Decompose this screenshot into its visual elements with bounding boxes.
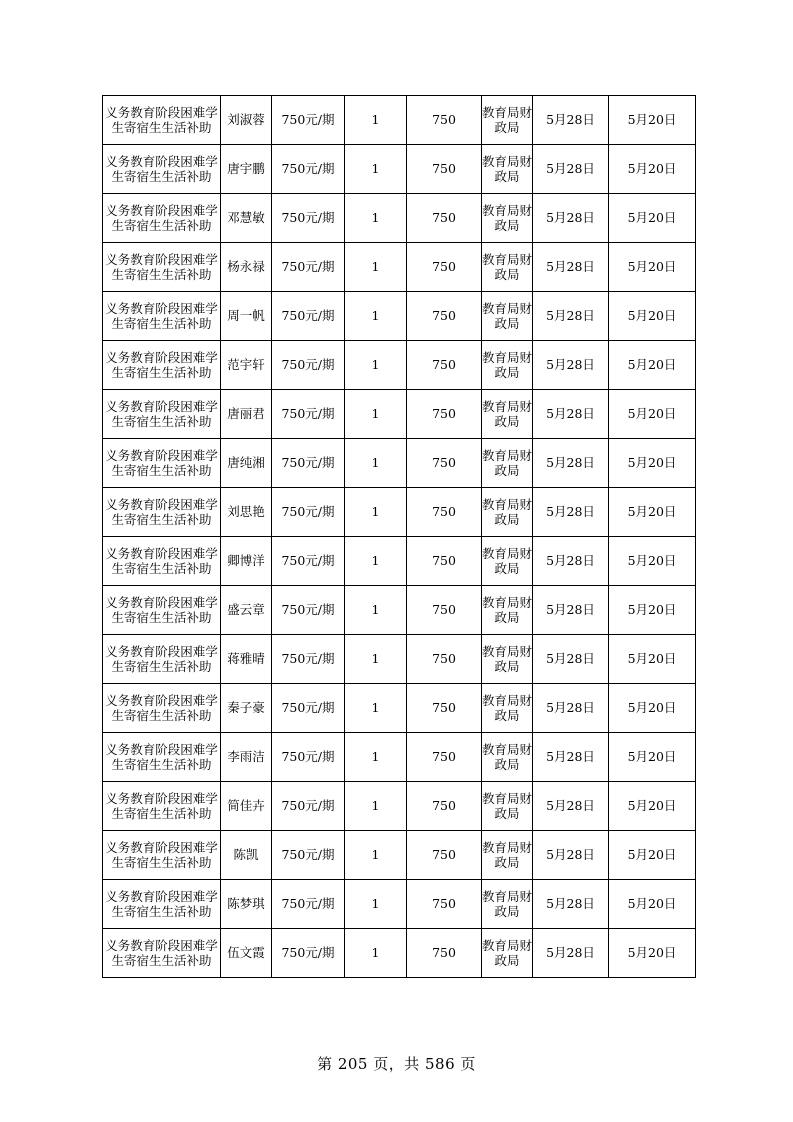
subsidy-item-cell: 义务教育阶段困难学生寄宿生生活补助 xyxy=(103,782,221,831)
subsidy-item-cell: 义务教育阶段困难学生寄宿生生活补助 xyxy=(103,684,221,733)
date-cell-2: 5月20日 xyxy=(609,243,696,292)
date-cell-1: 5月28日 xyxy=(533,733,609,782)
date-cell-1: 5月28日 xyxy=(533,929,609,978)
standard-cell: 750元/期 xyxy=(272,488,345,537)
table-row xyxy=(103,145,696,194)
count-cell: 1 xyxy=(345,880,407,929)
recipient-name-cell: 陈凯 xyxy=(221,831,272,880)
date-cell-1: 5月28日 xyxy=(533,292,609,341)
department-cell: 教育局财政局 xyxy=(482,537,533,586)
amount-cell: 750 xyxy=(407,145,482,194)
date-cell-1: 5月28日 xyxy=(533,537,609,586)
table-row xyxy=(103,243,696,292)
recipient-name-cell: 盛云章 xyxy=(221,586,272,635)
amount-cell: 750 xyxy=(407,586,482,635)
date-cell-2: 5月20日 xyxy=(609,341,696,390)
date-cell-1: 5月28日 xyxy=(533,194,609,243)
recipient-name-cell: 唐纯湘 xyxy=(221,439,272,488)
count-cell: 1 xyxy=(345,145,407,194)
recipient-name-cell: 周一帆 xyxy=(221,292,272,341)
standard-cell: 750元/期 xyxy=(272,831,345,880)
date-cell-1: 5月28日 xyxy=(533,880,609,929)
subsidy-item-cell: 义务教育阶段困难学生寄宿生生活补助 xyxy=(103,439,221,488)
standard-cell: 750元/期 xyxy=(272,243,345,292)
subsidy-item-cell: 义务教育阶段困难学生寄宿生生活补助 xyxy=(103,635,221,684)
date-cell-1: 5月28日 xyxy=(533,488,609,537)
department-cell: 教育局财政局 xyxy=(482,194,533,243)
date-cell-1: 5月28日 xyxy=(533,684,609,733)
date-cell-1: 5月28日 xyxy=(533,390,609,439)
department-cell: 教育局财政局 xyxy=(482,96,533,145)
standard-cell: 750元/期 xyxy=(272,439,345,488)
subsidy-item-cell: 义务教育阶段困难学生寄宿生生活补助 xyxy=(103,341,221,390)
department-cell: 教育局财政局 xyxy=(482,243,533,292)
count-cell: 1 xyxy=(345,537,407,586)
standard-cell: 750元/期 xyxy=(272,537,345,586)
amount-cell: 750 xyxy=(407,243,482,292)
date-cell-2: 5月20日 xyxy=(609,733,696,782)
table-row xyxy=(103,194,696,243)
recipient-name-cell: 卿博洋 xyxy=(221,537,272,586)
amount-cell: 750 xyxy=(407,194,482,243)
date-cell-1: 5月28日 xyxy=(533,145,609,194)
standard-cell: 750元/期 xyxy=(272,684,345,733)
date-cell-2: 5月20日 xyxy=(609,831,696,880)
recipient-name-cell: 范宇轩 xyxy=(221,341,272,390)
subsidy-item-cell: 义务教育阶段困难学生寄宿生生活补助 xyxy=(103,880,221,929)
table-row xyxy=(103,292,696,341)
subsidy-item-cell: 义务教育阶段困难学生寄宿生生活补助 xyxy=(103,145,221,194)
amount-cell: 750 xyxy=(407,341,482,390)
date-cell-2: 5月20日 xyxy=(609,537,696,586)
table-row xyxy=(103,782,696,831)
department-cell: 教育局财政局 xyxy=(482,145,533,194)
table-body xyxy=(103,96,696,978)
count-cell: 1 xyxy=(345,292,407,341)
department-cell: 教育局财政局 xyxy=(482,635,533,684)
standard-cell: 750元/期 xyxy=(272,635,345,684)
table-row xyxy=(103,537,696,586)
date-cell-2: 5月20日 xyxy=(609,96,696,145)
recipient-name-cell: 刘淑蓉 xyxy=(221,96,272,145)
amount-cell: 750 xyxy=(407,929,482,978)
recipient-name-cell: 刘思艳 xyxy=(221,488,272,537)
recipient-name-cell: 唐丽君 xyxy=(221,390,272,439)
count-cell: 1 xyxy=(345,341,407,390)
amount-cell: 750 xyxy=(407,733,482,782)
department-cell: 教育局财政局 xyxy=(482,880,533,929)
subsidy-item-cell: 义务教育阶段困难学生寄宿生生活补助 xyxy=(103,390,221,439)
date-cell-1: 5月28日 xyxy=(533,341,609,390)
subsidy-item-cell: 义务教育阶段困难学生寄宿生生活补助 xyxy=(103,929,221,978)
date-cell-1: 5月28日 xyxy=(533,439,609,488)
recipient-name-cell: 陈梦琪 xyxy=(221,880,272,929)
amount-cell: 750 xyxy=(407,782,482,831)
date-cell-2: 5月20日 xyxy=(609,684,696,733)
count-cell: 1 xyxy=(345,782,407,831)
amount-cell: 750 xyxy=(407,537,482,586)
department-cell: 教育局财政局 xyxy=(482,341,533,390)
count-cell: 1 xyxy=(345,194,407,243)
table-row xyxy=(103,488,696,537)
count-cell: 1 xyxy=(345,96,407,145)
subsidy-item-cell: 义务教育阶段困难学生寄宿生生活补助 xyxy=(103,194,221,243)
department-cell: 教育局财政局 xyxy=(482,390,533,439)
department-cell: 教育局财政局 xyxy=(482,488,533,537)
amount-cell: 750 xyxy=(407,96,482,145)
table-row xyxy=(103,635,696,684)
recipient-name-cell: 简佳卉 xyxy=(221,782,272,831)
date-cell-2: 5月20日 xyxy=(609,390,696,439)
date-cell-2: 5月20日 xyxy=(609,194,696,243)
count-cell: 1 xyxy=(345,390,407,439)
standard-cell: 750元/期 xyxy=(272,145,345,194)
department-cell: 教育局财政局 xyxy=(482,439,533,488)
table-row xyxy=(103,733,696,782)
table-row xyxy=(103,390,696,439)
standard-cell: 750元/期 xyxy=(272,194,345,243)
subsidy-item-cell: 义务教育阶段困难学生寄宿生生活补助 xyxy=(103,292,221,341)
count-cell: 1 xyxy=(345,733,407,782)
subsidy-item-cell: 义务教育阶段困难学生寄宿生生活补助 xyxy=(103,96,221,145)
date-cell-2: 5月20日 xyxy=(609,929,696,978)
department-cell: 教育局财政局 xyxy=(482,292,533,341)
standard-cell: 750元/期 xyxy=(272,390,345,439)
date-cell-1: 5月28日 xyxy=(533,782,609,831)
table-row xyxy=(103,96,696,145)
count-cell: 1 xyxy=(345,439,407,488)
count-cell: 1 xyxy=(345,684,407,733)
count-cell: 1 xyxy=(345,586,407,635)
subsidy-item-cell: 义务教育阶段困难学生寄宿生生活补助 xyxy=(103,831,221,880)
table-row xyxy=(103,929,696,978)
recipient-name-cell: 唐宇鹏 xyxy=(221,145,272,194)
count-cell: 1 xyxy=(345,635,407,684)
table-row xyxy=(103,439,696,488)
subsidy-item-cell: 义务教育阶段困难学生寄宿生生活补助 xyxy=(103,733,221,782)
page-footer: 第 205 页，共 586 页 xyxy=(317,1055,476,1073)
recipient-name-cell: 李雨洁 xyxy=(221,733,272,782)
date-cell-2: 5月20日 xyxy=(609,488,696,537)
table-row xyxy=(103,586,696,635)
amount-cell: 750 xyxy=(407,439,482,488)
date-cell-2: 5月20日 xyxy=(609,782,696,831)
date-cell-1: 5月28日 xyxy=(533,635,609,684)
department-cell: 教育局财政局 xyxy=(482,831,533,880)
department-cell: 教育局财政局 xyxy=(482,782,533,831)
standard-cell: 750元/期 xyxy=(272,929,345,978)
date-cell-1: 5月28日 xyxy=(533,96,609,145)
subsidy-item-cell: 义务教育阶段困难学生寄宿生生活补助 xyxy=(103,243,221,292)
date-cell-2: 5月20日 xyxy=(609,439,696,488)
recipient-name-cell: 伍文霞 xyxy=(221,929,272,978)
department-cell: 教育局财政局 xyxy=(482,929,533,978)
date-cell-2: 5月20日 xyxy=(609,292,696,341)
date-cell-1: 5月28日 xyxy=(533,831,609,880)
amount-cell: 750 xyxy=(407,880,482,929)
recipient-name-cell: 秦子豪 xyxy=(221,684,272,733)
recipient-name-cell: 蒋雅晴 xyxy=(221,635,272,684)
table-row xyxy=(103,684,696,733)
date-cell-2: 5月20日 xyxy=(609,635,696,684)
amount-cell: 750 xyxy=(407,488,482,537)
count-cell: 1 xyxy=(345,243,407,292)
standard-cell: 750元/期 xyxy=(272,880,345,929)
count-cell: 1 xyxy=(345,831,407,880)
amount-cell: 750 xyxy=(407,684,482,733)
standard-cell: 750元/期 xyxy=(272,292,345,341)
table-row xyxy=(103,831,696,880)
standard-cell: 750元/期 xyxy=(272,341,345,390)
recipient-name-cell: 杨永禄 xyxy=(221,243,272,292)
date-cell-1: 5月28日 xyxy=(533,586,609,635)
department-cell: 教育局财政局 xyxy=(482,684,533,733)
date-cell-2: 5月20日 xyxy=(609,586,696,635)
subsidy-item-cell: 义务教育阶段困难学生寄宿生生活补助 xyxy=(103,537,221,586)
amount-cell: 750 xyxy=(407,292,482,341)
amount-cell: 750 xyxy=(407,831,482,880)
subsidy-item-cell: 义务教育阶段困难学生寄宿生生活补助 xyxy=(103,586,221,635)
table-row xyxy=(103,880,696,929)
standard-cell: 750元/期 xyxy=(272,96,345,145)
count-cell: 1 xyxy=(345,929,407,978)
standard-cell: 750元/期 xyxy=(272,733,345,782)
department-cell: 教育局财政局 xyxy=(482,586,533,635)
date-cell-2: 5月20日 xyxy=(609,145,696,194)
standard-cell: 750元/期 xyxy=(272,586,345,635)
standard-cell: 750元/期 xyxy=(272,782,345,831)
count-cell: 1 xyxy=(345,488,407,537)
table-row xyxy=(103,341,696,390)
recipient-name-cell: 邓慧敏 xyxy=(221,194,272,243)
department-cell: 教育局财政局 xyxy=(482,733,533,782)
date-cell-1: 5月28日 xyxy=(533,243,609,292)
subsidy-item-cell: 义务教育阶段困难学生寄宿生生活补助 xyxy=(103,488,221,537)
amount-cell: 750 xyxy=(407,390,482,439)
amount-cell: 750 xyxy=(407,635,482,684)
date-cell-2: 5月20日 xyxy=(609,880,696,929)
subsidy-table xyxy=(102,95,696,978)
